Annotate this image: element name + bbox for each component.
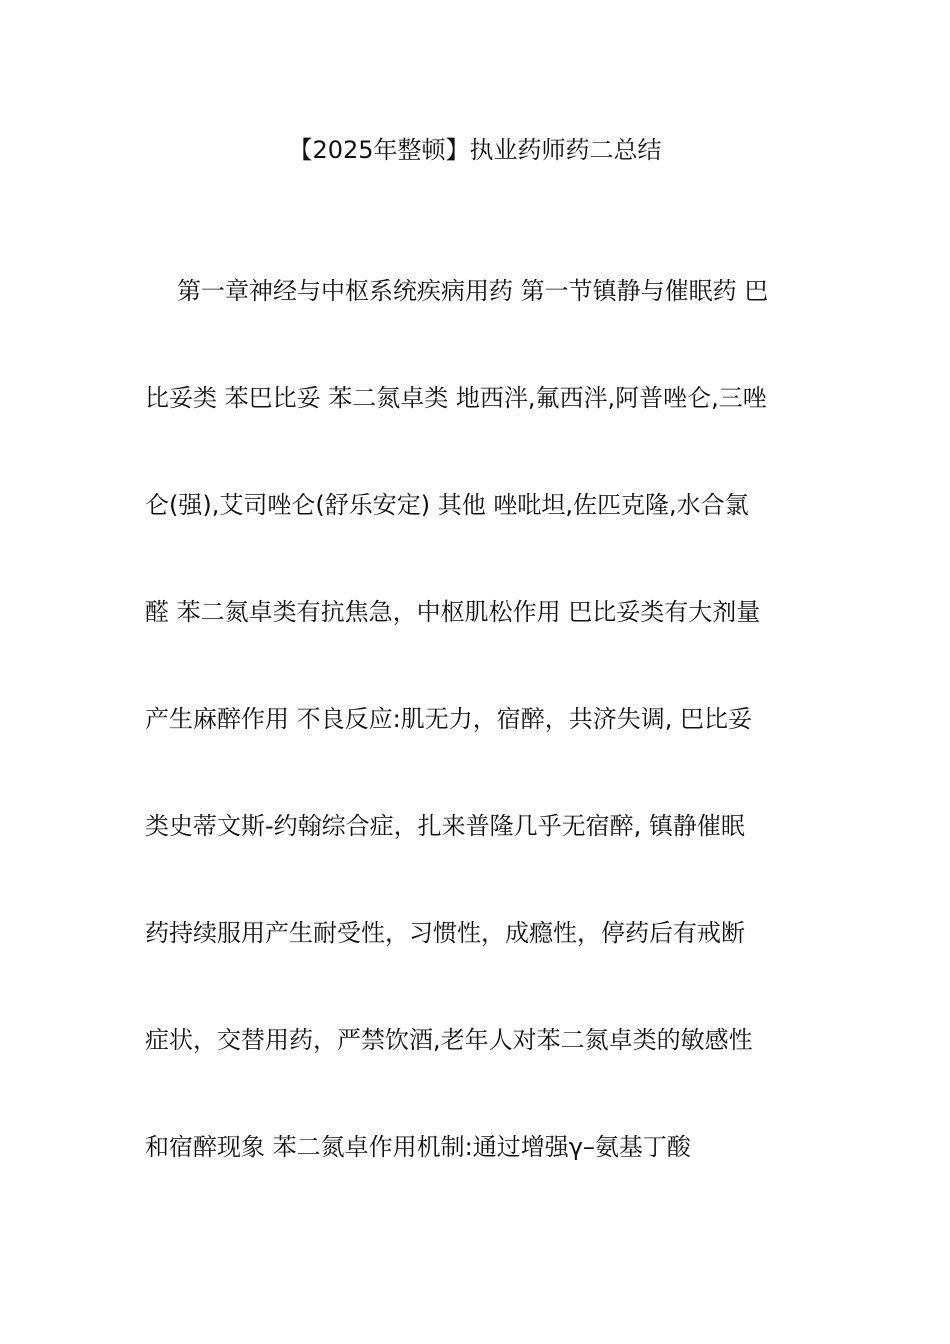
paragraph-line: 药持续服用产生耐受性，习惯性，成瘾性，停药后有戒断 <box>145 919 745 947</box>
paragraph-line: 类史蒂文斯-约翰综合症，扎来普隆几乎无宿醉, 镇静催眠 <box>145 812 745 840</box>
paragraph-line: 症状，交替用药，严禁饮酒,老年人对苯二氮卓类的敏感性 <box>145 1026 753 1054</box>
paragraph-line: 和宿醉现象 苯二氮卓作用机制:通过增强γ–氨基丁酸 <box>145 1133 691 1161</box>
paragraph-line: 醛 苯二氮卓类有抗焦急，中枢肌松作用 巴比妥类有大剂量 <box>145 598 761 626</box>
paragraph-line: 第一章神经与中枢系统疾病用药 第一节镇静与催眠药 巴 <box>177 277 769 305</box>
paragraph-line: 仑(强),艾司唑仑(舒乐安定) 其他 唑吡坦,佐匹克隆,水合氯 <box>145 491 749 519</box>
paragraph-line: 产生麻醉作用 不良反应:肌无力，宿醉，共济失调, 巴比妥 <box>145 705 752 733</box>
document-title: 【2025年整顿】执业药师药二总结 <box>288 136 662 164</box>
paragraph-line: 比妥类 苯巴比妥 苯二氮卓类 地西泮,氟西泮,阿普唑仑,三唑 <box>145 384 767 412</box>
